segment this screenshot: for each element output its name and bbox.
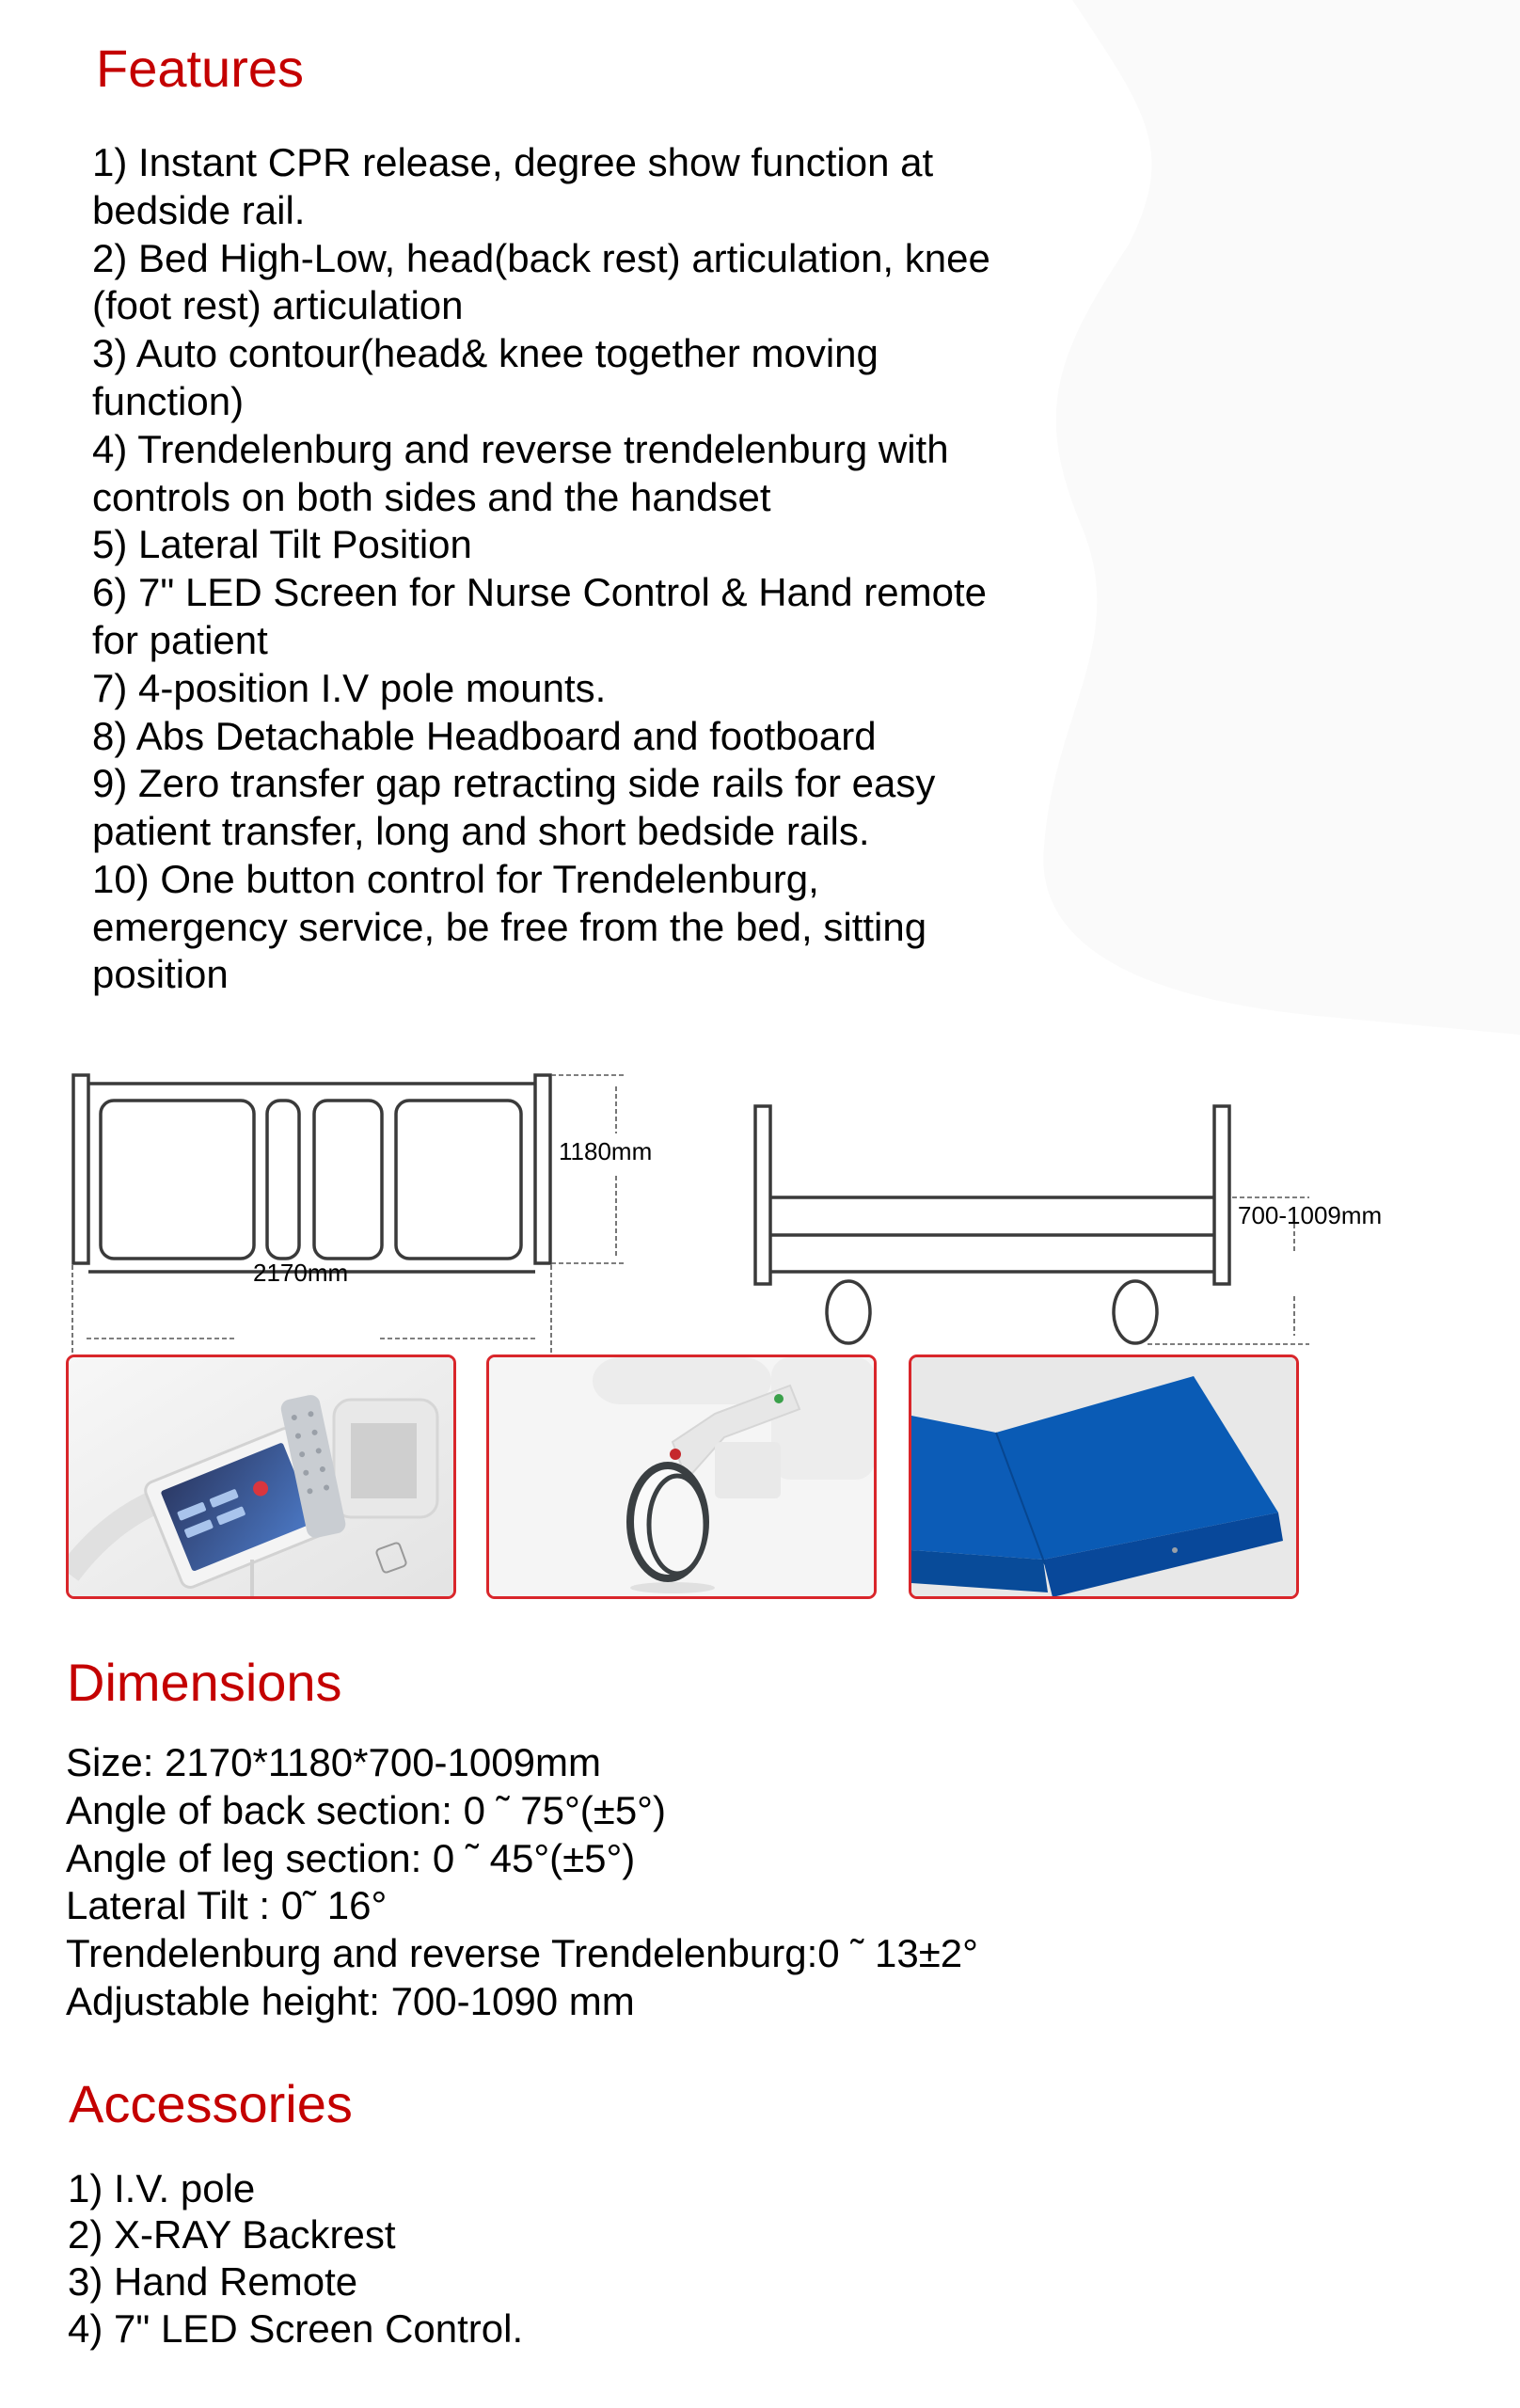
feature-line: 3) Auto contour(head& knee together moving: [92, 331, 879, 375]
photo-mattress: [909, 1354, 1299, 1599]
accessory-item: 4) 7" LED Screen Control.: [68, 2306, 524, 2351]
feature-line: bedside rail.: [92, 188, 306, 232]
feature-line: 2) Bed High-Low, head(back rest) articulation, knee: [92, 236, 990, 280]
feature-line: 6) 7" LED Screen for Nurse Control & Hand remote: [92, 570, 987, 614]
dimension-spec-leg-angle: Angle of leg section: 0 ˜ 45°(±5°): [66, 1836, 636, 1880]
dimension-spec-size: Size: 2170*1180*700-1009mm: [66, 1740, 601, 1784]
photo-caster-wheel: [486, 1354, 877, 1599]
feature-line: controls on both sides and the handset: [92, 475, 771, 519]
accessory-item: 1) I.V. pole: [68, 2166, 256, 2210]
feature-line: 1) Instant CPR release, degree show function at: [92, 140, 934, 184]
length-dimension-label: 2170mm: [253, 1259, 349, 1287]
accessory-item: 3) Hand Remote: [68, 2259, 358, 2304]
accessories-heading: Accessories: [69, 2074, 353, 2133]
wheel: [827, 1281, 870, 1343]
bed-height-dimension-label: 700-1009mm: [1238, 1201, 1383, 1229]
dimension-spec-height: Adjustable height: 700-1090 mm: [66, 1979, 635, 2023]
wheel: [1114, 1281, 1157, 1343]
feature-line: patient transfer, long and short bedside rails.: [92, 809, 870, 853]
accessory-item: 2) X-RAY Backrest: [68, 2212, 396, 2257]
feature-line: position: [92, 952, 229, 996]
dimension-spec-trendelenburg: Trendelenburg and reverse Trendelenburg:0 ˜ 13±2°: [66, 1931, 978, 1975]
caster-illustration: [489, 1357, 877, 1599]
feature-line: function): [92, 379, 245, 423]
mattress-illustration: [911, 1357, 1299, 1599]
feature-line: emergency service, be free from the bed, sitting: [92, 905, 927, 949]
feature-line: for patient: [92, 618, 268, 662]
height-dimension-label: 1180mm: [559, 1137, 653, 1165]
feature-line: 10) One button control for Trendelenburg,: [92, 857, 819, 901]
feature-line: 5) Lateral Tilt Position: [92, 522, 472, 566]
led-screen-illustration: [69, 1357, 456, 1599]
feature-line: 9) Zero transfer gap retracting side rails for easy: [92, 761, 936, 805]
photo-led-screen-control: [66, 1354, 456, 1599]
dimension-spec-lateral-tilt: Lateral Tilt : 0˜ 16°: [66, 1883, 388, 1927]
feature-line: 7) 4-position I.V pole mounts.: [92, 666, 607, 710]
dimensions-heading: Dimensions: [67, 1653, 342, 1712]
features-heading: Features: [96, 39, 304, 98]
feature-line: (foot rest) articulation: [92, 283, 464, 327]
feature-line: 8) Abs Detachable Headboard and footboard: [92, 714, 877, 758]
dimension-spec-back-angle: Angle of back section: 0 ˜ 75°(±5°): [66, 1788, 666, 1832]
feature-line: 4) Trendelenburg and reverse trendelenburg with: [92, 427, 949, 471]
